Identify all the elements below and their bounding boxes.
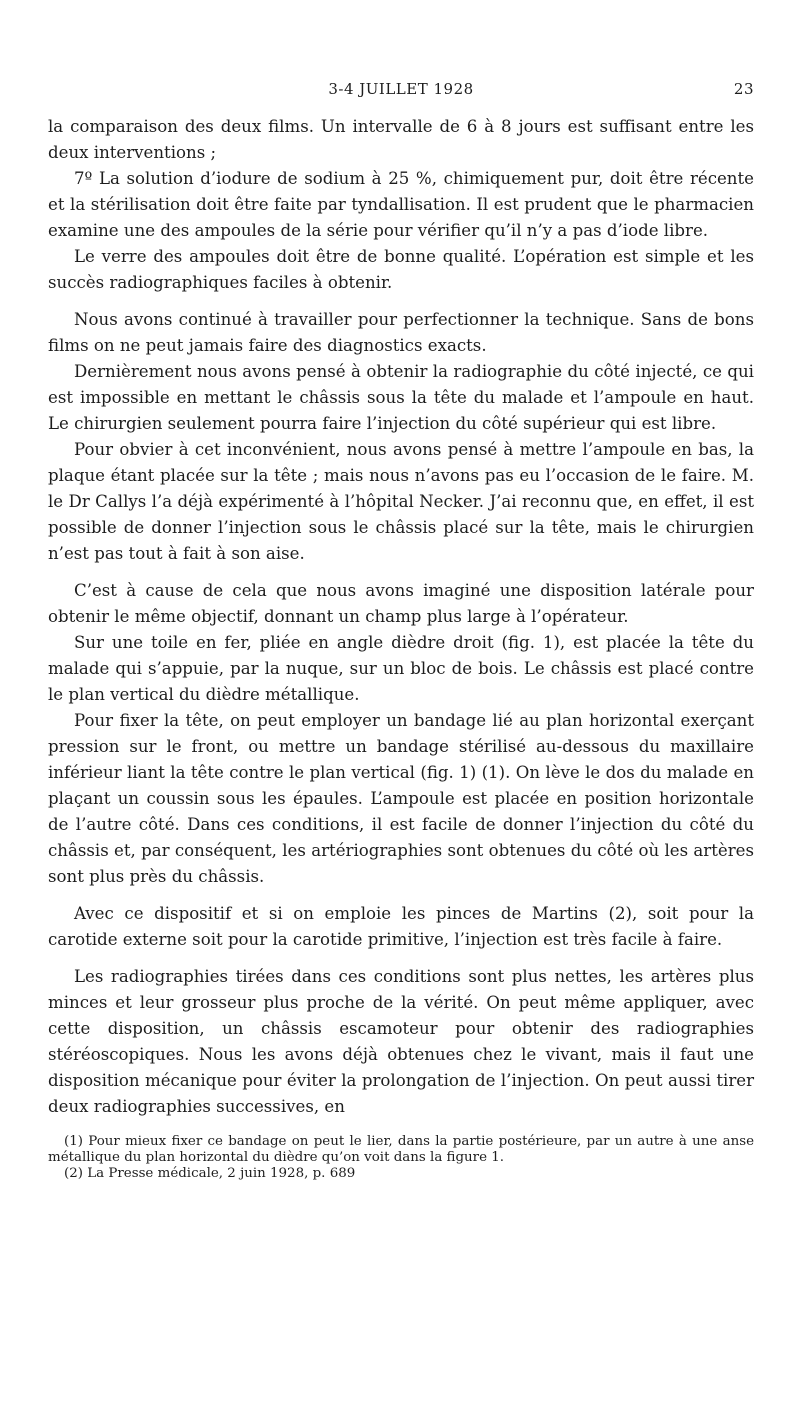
paragraph: Le verre des ampoules doit être de bonne qualité. L’opération est simple et les succès radiographiques faciles à obtenir. xyxy=(48,247,754,292)
issue-date: 3-4 JUILLET 1928 xyxy=(328,80,474,98)
paragraph: la comparaison des deux films. Un intervalle de 6 à 8 jours est suffisant entre les deux interventions ; xyxy=(48,117,754,162)
paragraph: Avec ce dispositif et si on emploie les pinces de Martins (2), soit pour la carotide externe soit pour la carotide primitive, l’injection est très facile à faire. xyxy=(48,904,754,949)
paragraph: Les radiographies tirées dans ces conditions sont plus nettes, les artères plus minces et leur grosseur plus proche de la vérité. On peut même appliquer, avec cette disposition, un châssis escamoteur pour obtenir des radiographies stéréoscopiques. Nous les avons déjà obtenues chez le vivant, mais il faut une disposition mécanique pour éviter la prolongation de l’injection. On peut aussi tirer deux radiographies successives, en xyxy=(48,967,754,1116)
paragraph: 7º La solution d’iodure de sodium à 25 %, chimiquement pur, doit être récente et la stérilisation doit être faite par tyndallisation. Il est prudent que le pharmacien examine une des ampoules de la série pour vérifier qu’il n’y a pas d’iode libre. xyxy=(48,169,754,240)
footnote: (1) Pour mieux fixer ce bandage on peut le lier, dans la partie postérieure, par un autre à une anse métallique du plan horizontal du dièdre qu’on voit dans la figure 1. xyxy=(48,1134,754,1165)
paragraph: Sur une toile en fer, pliée en angle dièdre droit (fig. 1), est placée la tête du malade qui s’appuie, par la nuque, sur un bloc de bois. Le châssis est placé contre le plan vertical du dièdre métallique. xyxy=(48,633,754,704)
journal-page xyxy=(48,78,754,1182)
page-number: 23 xyxy=(733,80,754,98)
paragraph: Pour fixer la tête, on peut employer un bandage lié au plan horizontal exerçant pression sur le front, ou mettre un bandage stérilisé au-dessous du maxillaire inférieur liant la tête contre le plan vertical (fig. 1) (1). On lève le dos du malade en plaçant un coussin sous les épaules. L’ampoule est placée en position horizontale de l’autre côté. Dans ces conditions, il est facile de donner l’injection du côté du châssis et, par conséquent, les artériographies sont obtenues du côté où les artères sont plus près du châssis. xyxy=(48,711,754,886)
paragraph: Nous avons continué à travailler pour perfectionner la technique. Sans de bons films on ne peut jamais faire des diagnostics exacts. xyxy=(48,310,754,355)
paragraph: Dernièrement nous avons pensé à obtenir la radiographie du côté injecté, ce qui est impossible en mettant le châssis sous la tête du malade et l’ampoule en haut. Le chirurgien seulement pourra faire l’injection du côté supérieur qui est libre. xyxy=(48,362,754,433)
footnotes xyxy=(48,1134,754,1182)
footnote: (2) La Presse médicale, 2 juin 1928, p. 689 xyxy=(64,1166,356,1181)
article-body xyxy=(48,114,754,1120)
paragraph: Pour obvier à cet inconvénient, nous avons pensé à mettre l’ampoule en bas, la plaque étant placée sur la tête ; mais nous n’avons pas eu l’occasion de le faire. M. le Dr Callys l’a déjà expérimenté à l’hôpital Necker. J’ai reconnu que, en effet, il est possible de donner l’injection sous le châssis placé sur la tête, mais le chirurgien n’est pas tout à fait à son aise. xyxy=(48,440,754,563)
running-head xyxy=(48,78,754,108)
paragraph: C’est à cause de cela que nous avons imaginé une disposition latérale pour obtenir le même objectif, donnant un champ plus large à l’opérateur. xyxy=(48,581,754,626)
